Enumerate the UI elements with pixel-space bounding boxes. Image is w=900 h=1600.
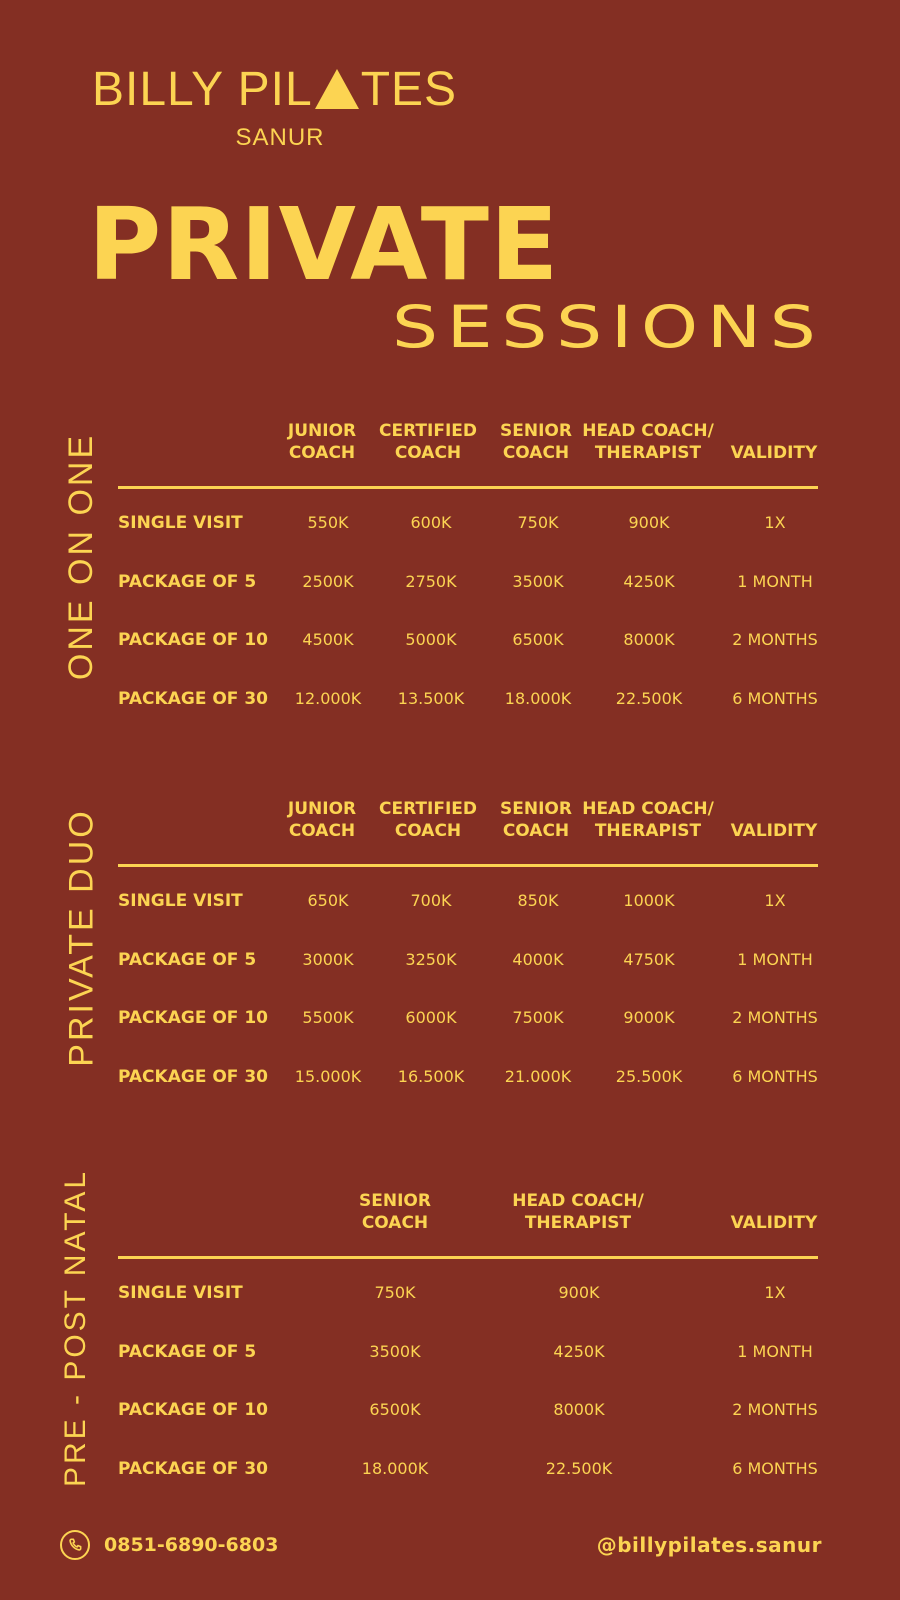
- column-header: SENIOR COACH: [500, 421, 572, 463]
- validity-cell: 6 MONTHS: [732, 1067, 818, 1086]
- price-cell: 6000K: [405, 1008, 457, 1027]
- phone-number[interactable]: 0851-6890-6803: [104, 1534, 279, 1556]
- section-label-one-on-one: ONE ON ONE: [62, 432, 101, 680]
- validity-cell: 1 MONTH: [737, 950, 813, 969]
- row-label: PACKAGE OF 10: [118, 1400, 268, 1420]
- validity-cell: 6 MONTHS: [732, 689, 818, 708]
- price-cell: 4750K: [623, 950, 675, 969]
- price-cell: 3000K: [302, 950, 354, 969]
- row-label: PACKAGE OF 30: [118, 689, 268, 709]
- validity-cell: 1 MONTH: [737, 1342, 813, 1361]
- price-cell: 850K: [517, 891, 559, 910]
- validity-cell: 2 MONTHS: [732, 1400, 818, 1419]
- row-label: PACKAGE OF 30: [118, 1067, 268, 1087]
- column-header: JUNIOR COACH: [287, 799, 357, 841]
- price-cell: 22.500K: [545, 1459, 613, 1478]
- row-label: PACKAGE OF 10: [118, 630, 268, 650]
- row-label: PACKAGE OF 5: [118, 1342, 257, 1362]
- price-cell: 600K: [410, 513, 452, 532]
- price-cell: 13.500K: [397, 689, 465, 708]
- footer-phone[interactable]: [60, 1530, 278, 1560]
- column-header: SENIOR COACH: [359, 1191, 431, 1233]
- section-label-pre-post-natal: PRE - POST NATAL: [59, 1168, 92, 1488]
- price-cell: 650K: [307, 891, 349, 910]
- validity-cell: 2 MONTHS: [732, 630, 818, 649]
- brand-name-left: BILLY PIL: [92, 63, 313, 116]
- price-cell: 900K: [558, 1283, 600, 1302]
- column-header: CERTIFIED COACH: [379, 421, 477, 463]
- row-label: PACKAGE OF 30: [118, 1459, 268, 1479]
- column-header: SENIOR COACH: [500, 799, 572, 841]
- column-header: CERTIFIED COACH: [379, 799, 477, 841]
- price-cell: 6500K: [512, 630, 564, 649]
- price-cell: 18.000K: [504, 689, 572, 708]
- price-cell: 16.500K: [397, 1067, 465, 1086]
- divider: [118, 486, 818, 489]
- price-cell: 4000K: [512, 950, 564, 969]
- social-handle[interactable]: @billypilates.sanur: [596, 1533, 822, 1557]
- price-cell: 700K: [410, 891, 452, 910]
- price-cell: 12.000K: [294, 689, 362, 708]
- triangle-icon: [315, 69, 359, 109]
- price-cell: 6500K: [369, 1400, 421, 1419]
- price-cell: 3250K: [405, 950, 457, 969]
- price-cell: 750K: [374, 1283, 416, 1302]
- price-cell: 9000K: [623, 1008, 675, 1027]
- column-header: VALIDITY: [730, 443, 818, 463]
- price-cell: 550K: [307, 513, 349, 532]
- price-cell: 7500K: [512, 1008, 564, 1027]
- price-cell: 8000K: [553, 1400, 605, 1419]
- price-cell: 22.500K: [615, 689, 683, 708]
- page-title: PRIVATE: [88, 186, 560, 303]
- row-label: SINGLE VISIT: [118, 1283, 243, 1303]
- validity-cell: 1X: [764, 1283, 786, 1302]
- price-cell: 25.500K: [615, 1067, 683, 1086]
- price-cell: 4250K: [623, 572, 675, 591]
- column-header: VALIDITY: [730, 821, 818, 841]
- price-cell: 8000K: [623, 630, 675, 649]
- price-cell: 3500K: [369, 1342, 421, 1361]
- section-label-private-duo: PRIVATE DUO: [62, 807, 101, 1067]
- column-header: VALIDITY: [730, 1213, 818, 1233]
- price-cell: 5500K: [302, 1008, 354, 1027]
- price-cell: 3500K: [512, 572, 564, 591]
- row-label: SINGLE VISIT: [118, 891, 243, 911]
- brand-name-right: TES: [360, 63, 458, 116]
- price-cell: 4500K: [302, 630, 354, 649]
- divider: [118, 864, 818, 867]
- validity-cell: 1X: [764, 891, 786, 910]
- validity-cell: 6 MONTHS: [732, 1459, 818, 1478]
- divider: [118, 1256, 818, 1259]
- column-header: HEAD COACH/ THERAPIST: [582, 799, 714, 841]
- row-label: SINGLE VISIT: [118, 513, 243, 533]
- validity-cell: 2 MONTHS: [732, 1008, 818, 1027]
- price-cell: 750K: [517, 513, 559, 532]
- price-cell: 2500K: [302, 572, 354, 591]
- phone-icon: [60, 1530, 90, 1560]
- row-label: PACKAGE OF 10: [118, 1008, 268, 1028]
- column-header: JUNIOR COACH: [287, 421, 357, 463]
- price-cell: 1000K: [623, 891, 675, 910]
- row-label: PACKAGE OF 5: [118, 572, 257, 592]
- price-cell: 15.000K: [294, 1067, 362, 1086]
- page-subtitle: SESSIONS: [392, 293, 825, 361]
- brand-location: SANUR: [235, 124, 325, 151]
- price-cell: 2750K: [405, 572, 457, 591]
- column-header: HEAD COACH/ THERAPIST: [582, 421, 714, 463]
- price-cell: 900K: [628, 513, 670, 532]
- price-cell: 18.000K: [361, 1459, 429, 1478]
- column-header: HEAD COACH/ THERAPIST: [512, 1191, 644, 1233]
- price-cell: 5000K: [405, 630, 457, 649]
- validity-cell: 1 MONTH: [737, 572, 813, 591]
- validity-cell: 1X: [764, 513, 786, 532]
- row-label: PACKAGE OF 5: [118, 950, 257, 970]
- price-cell: 4250K: [553, 1342, 605, 1361]
- price-cell: 21.000K: [504, 1067, 572, 1086]
- brand-logo: [92, 62, 457, 118]
